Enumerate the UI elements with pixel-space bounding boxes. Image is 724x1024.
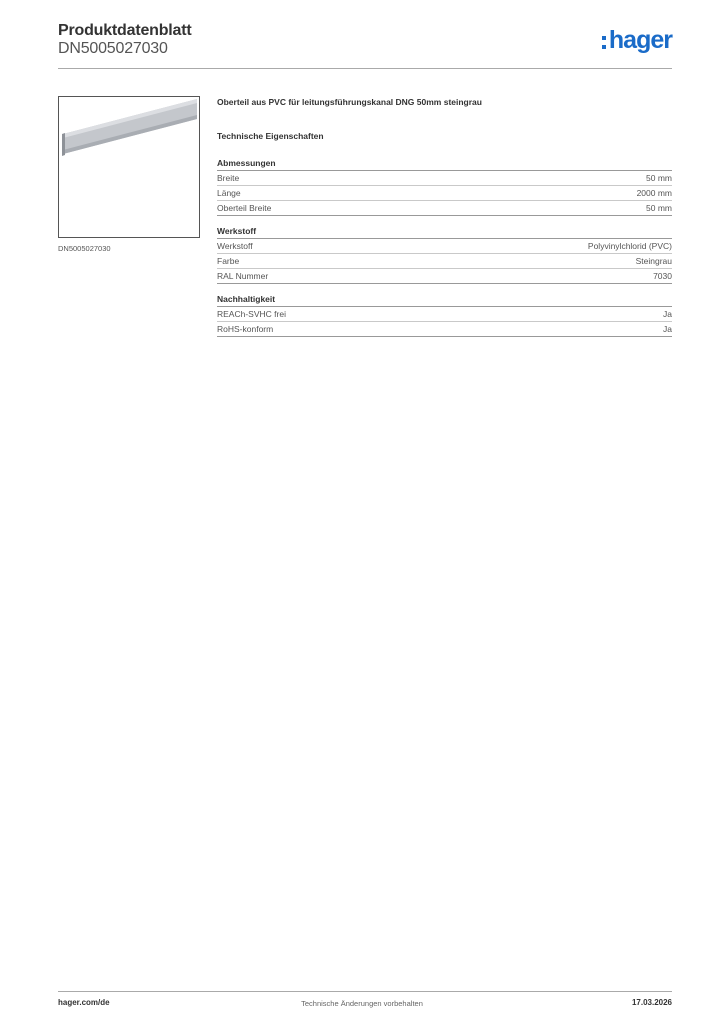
image-caption: DN5005027030 xyxy=(58,244,111,253)
group-material xyxy=(217,225,672,284)
table-row xyxy=(217,322,672,337)
footer-note: Technische Änderungen vorbehalten xyxy=(301,999,423,1008)
footer-website-link[interactable]: hager.com/de xyxy=(58,998,110,1007)
group-dimensions xyxy=(217,157,672,216)
row-value: 50 mm xyxy=(646,203,672,213)
row-value: Polyvinylchlorid (PVC) xyxy=(587,241,672,251)
row-label: REACh-SVHC frei xyxy=(217,309,286,319)
table-row xyxy=(217,201,672,216)
group-sustainability xyxy=(217,293,672,337)
row-label: Oberteil Breite xyxy=(217,203,272,213)
row-label: Werkstoff xyxy=(217,241,253,251)
row-value: Steingrau xyxy=(635,256,672,266)
row-label: Farbe xyxy=(217,256,240,266)
row-value: 2000 mm xyxy=(636,188,672,198)
table-row xyxy=(217,307,672,322)
table-row xyxy=(217,254,672,269)
section-heading: Technische Eigenschaften xyxy=(217,131,324,141)
cable-duct-cover-icon xyxy=(59,97,199,237)
product-title: Oberteil aus PVC für leitungsführungskanal DNG 50mm steingrau xyxy=(217,97,482,107)
footer-date: 17.03.2026 xyxy=(631,998,672,1007)
header-divider xyxy=(58,68,672,69)
article-number: DN5005027030 xyxy=(58,40,168,57)
product-image-frame xyxy=(58,96,200,238)
logo-dots-icon xyxy=(602,36,606,49)
row-value: Ja xyxy=(663,309,672,319)
row-label: RoHS-konform xyxy=(217,324,274,334)
row-value: 7030 xyxy=(653,271,672,281)
row-label: RAL Nummer xyxy=(217,271,269,281)
group-title: Abmessungen xyxy=(217,157,672,171)
row-value: 50 mm xyxy=(646,173,672,183)
table-row xyxy=(217,186,672,201)
page-title: Produktdatenblatt xyxy=(58,22,192,39)
logo-text: hager xyxy=(608,26,672,54)
hager-logo xyxy=(602,28,672,54)
table-row xyxy=(217,269,672,284)
table-row xyxy=(217,171,672,186)
row-label: Breite xyxy=(217,173,240,183)
row-label: Länge xyxy=(217,188,241,198)
row-value: Ja xyxy=(663,324,672,334)
group-title: Nachhaltigkeit xyxy=(217,293,672,307)
footer-divider xyxy=(58,991,672,992)
product-details xyxy=(217,96,672,346)
table-row xyxy=(217,239,672,254)
group-title: Werkstoff xyxy=(217,225,672,239)
